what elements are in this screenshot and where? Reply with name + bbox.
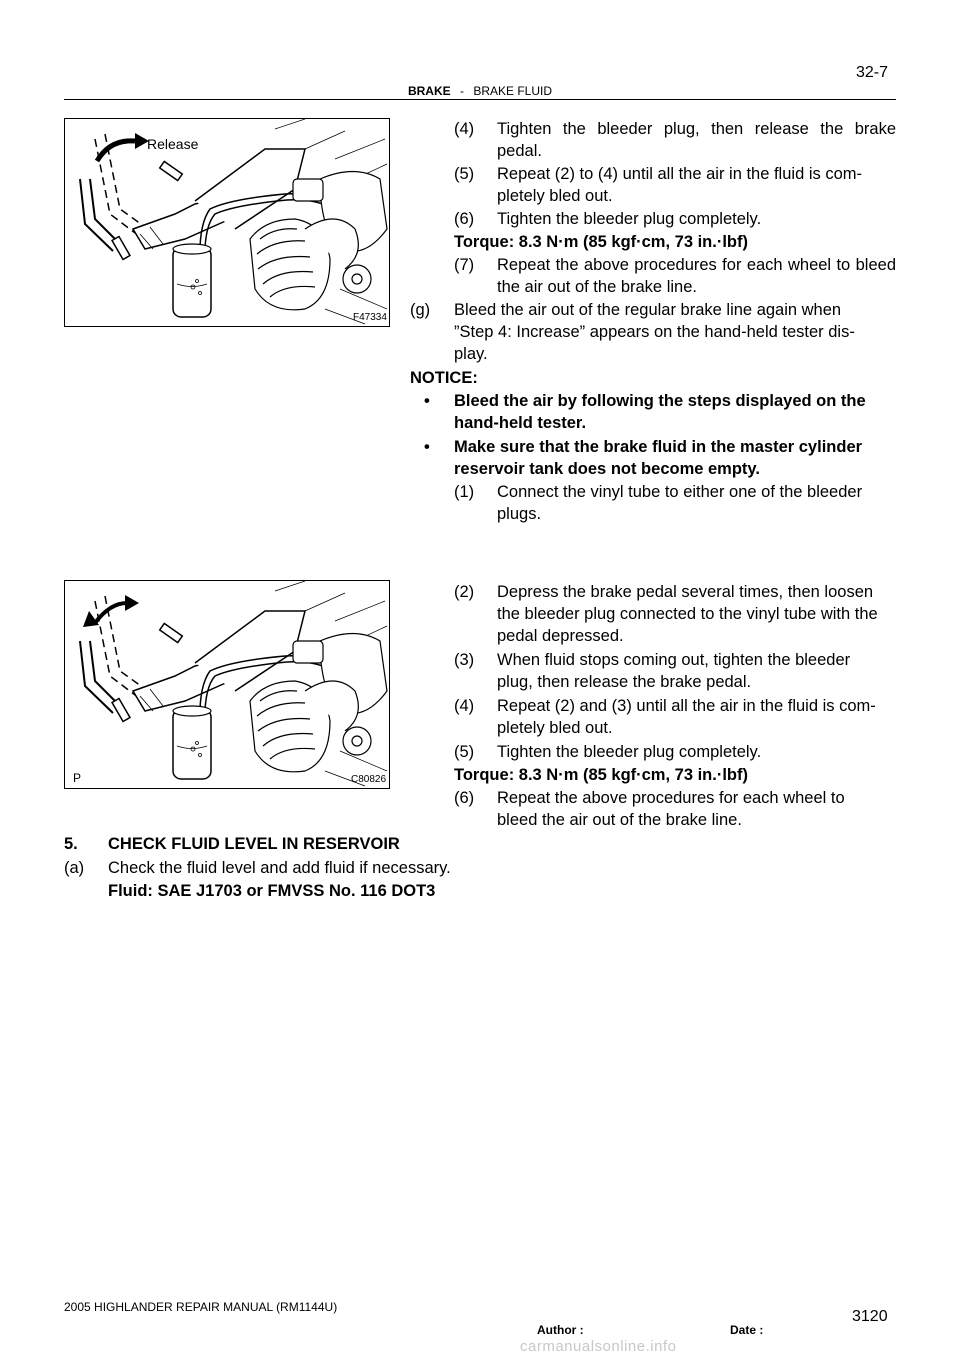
step-text-a5-line1: Repeat (2) to (4) until all the air in the fluid is com- [497, 165, 862, 183]
subsection-name: BRAKE FLUID [473, 84, 553, 98]
step-text-b1-line2: plugs. [497, 505, 542, 523]
figure-depress-pedal [64, 580, 390, 789]
step-text-b3-line2: plug, then release the brake pedal. [497, 673, 752, 691]
step-num-b4: (4) [454, 697, 475, 715]
step-text-a6: Tighten the bleeder plug completely. [497, 210, 762, 228]
footer-page-code: 3120 [852, 1308, 888, 1325]
notice-title: NOTICE: [410, 369, 478, 387]
header-separator: - [459, 84, 464, 98]
notice-bullet-1: • [424, 392, 430, 410]
step-5-number: 5. [64, 835, 78, 853]
step-num-g: (g) [410, 301, 431, 319]
step-text-b2-line1: Depress the brake pedal several times, then loosen [497, 583, 874, 601]
step-text-b4-line2: pletely bled out. [497, 719, 613, 737]
step-text-a5-line2: pletely bled out. [497, 187, 613, 205]
step-text-g-line2: ”Step 4: Increase” appears on the hand-held tester dis- [454, 323, 855, 341]
step-text-b3-line1: When fluid stops coming out, tighten the bleeder [497, 651, 851, 669]
section-header [0, 84, 960, 98]
step-text-b2-line3: pedal depressed. [497, 627, 624, 645]
step-5-title: CHECK FLUID LEVEL IN RESERVOIR [108, 835, 400, 853]
author-label: Author : [537, 1323, 584, 1337]
step-num-a4: (4) [454, 120, 475, 138]
step-num-b2: (2) [454, 583, 475, 601]
brake-bleeding-illustration-2 [65, 581, 389, 788]
step-num-a7: (7) [454, 256, 475, 274]
manual-title: 2005 HIGHLANDER REPAIR MANUAL (RM1144U) [64, 1300, 338, 1314]
fluid-spec: Fluid: SAE J1703 or FMVSS No. 116 DOT3 [108, 882, 436, 900]
step-text-b2-line2: the bleeder plug connected to the vinyl tube with the [497, 605, 878, 623]
step-num-a6: (6) [454, 210, 475, 228]
step-num-b5: (5) [454, 743, 475, 761]
notice-item-2-line2: reservoir tank does not become empty. [454, 460, 760, 478]
torque-spec-1: Torque: 8.3 N·m (85 kgf·cm, 73 in.·lbf) [454, 233, 748, 251]
notice-bullet-2: • [424, 438, 430, 456]
step-text-b4-line1: Repeat (2) and (3) until all the air in the fluid is com- [497, 697, 876, 715]
notice-item-1-line2: hand-held tester. [454, 414, 587, 432]
page-number: 32-7 [856, 64, 889, 81]
figure-prefix: P [73, 771, 82, 785]
watermark: carmanualsonline.info [520, 1338, 677, 1355]
step-text-g-line1: Bleed the air out of the regular brake line again when [454, 301, 842, 319]
step-text-c-a: Check the fluid level and add fluid if necessary. [108, 859, 451, 877]
step-num-c-a: (a) [64, 859, 85, 877]
torque-spec-2: Torque: 8.3 N·m (85 kgf·cm, 73 in.·lbf) [454, 766, 748, 784]
step-text-b5: Tighten the bleeder plug completely. [497, 743, 762, 761]
step-num-b6: (6) [454, 789, 475, 807]
step-num-b3: (3) [454, 651, 475, 669]
date-label: Date : [730, 1323, 764, 1337]
step-num-b1: (1) [454, 483, 475, 501]
figure-label-release: Release [147, 136, 199, 152]
step-num-a5: (5) [454, 165, 475, 183]
step-text-b6-line1: Repeat the above procedures for each wheel to [497, 789, 845, 807]
notice-item-2-line1: Make sure that the brake fluid in the master cylinder [454, 438, 863, 456]
section-name: BRAKE [407, 84, 451, 98]
figure-code: F47334 [353, 312, 387, 323]
header-rule [64, 99, 896, 100]
step-text-g-line3: play. [454, 345, 488, 363]
step-text-b6-line2: bleed the air out of the brake line. [497, 811, 742, 829]
brake-bleeding-illustration [65, 119, 389, 326]
figure-code-2: C80826 [351, 774, 387, 785]
notice-item-1-line1: Bleed the air by following the steps displayed on the [454, 392, 866, 410]
step-text-a4: Tighten the bleeder plug, then release the brake pedal. [497, 120, 896, 160]
figure-release-pedal [64, 118, 390, 327]
step-text-a7: Repeat the above procedures for each wheel to bleed the air out of the brake line. [497, 256, 896, 296]
step-text-b1-line1: Connect the vinyl tube to either one of the bleeder [497, 483, 863, 501]
